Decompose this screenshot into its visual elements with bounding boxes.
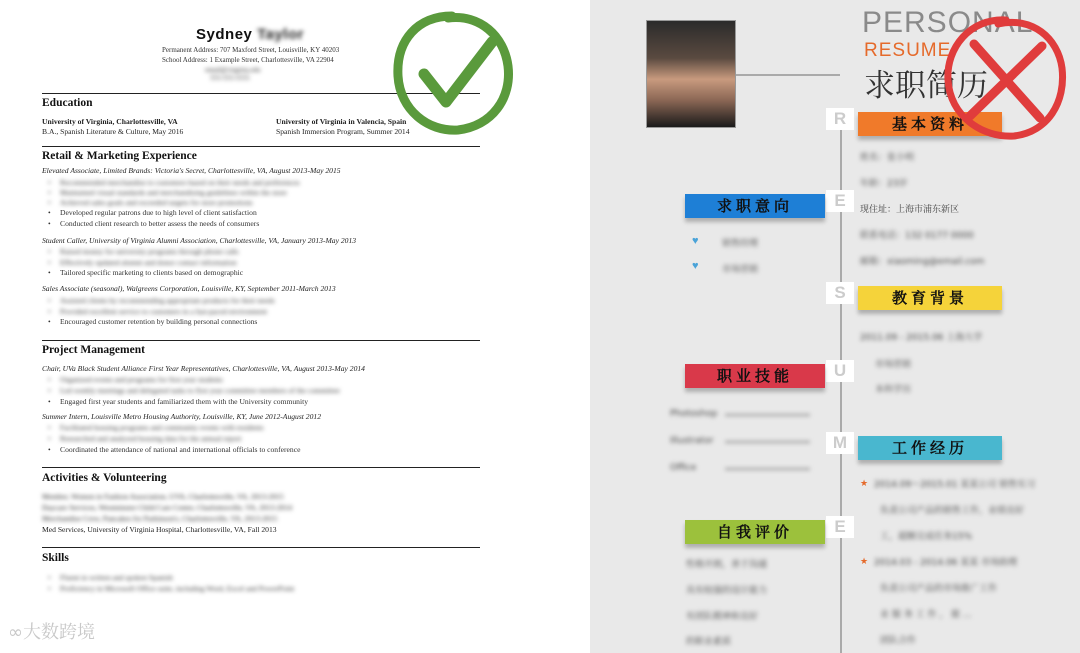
edu-line: 本科学历 — [875, 385, 912, 395]
section-heading: Retail & Marketing Experience — [42, 150, 197, 162]
bullet: • Proficiency in Microsoft Office suite, including Word, Excel and PowerPoint — [60, 584, 294, 593]
school-name: University of Virginia, Charlottesville, VA — [42, 117, 178, 126]
star-icon: ★ — [860, 556, 869, 566]
bullet: • Encouraged customer retention by building personal connections — [60, 317, 257, 326]
work-line: 2014.09～2015.01 某某公司 销售实习 — [874, 480, 1036, 490]
bullet: • Led weekly meetings and delegated tasks to first year committee members of the committee — [60, 386, 340, 395]
bullet: • Provided excellent service to customers in a fast-paced environment — [60, 307, 267, 316]
skill-line: Office — [670, 463, 697, 473]
school-name: University of Virginia in Valencia, Spain — [276, 117, 407, 126]
work-line: 负责公司产品的市场推广工作 — [880, 584, 998, 594]
intent-line: 销售经理 — [722, 239, 759, 249]
bullet: • Raised money for university programs through phone calls — [60, 247, 239, 256]
intent-line: 市场营销 — [722, 265, 759, 275]
self-line: 有团队精神和良好 — [686, 612, 759, 622]
work-line: 业 服 务 工 作 ， 能 ... — [880, 610, 972, 620]
address-line: email@virginia.edu — [205, 66, 261, 74]
star-icon: ★ — [860, 478, 869, 488]
heart-icon: ♥ — [692, 235, 699, 247]
timeline-letter: S — [826, 282, 854, 304]
bullet: • Assisted clients by recommending appropriate products for their needs — [60, 296, 275, 305]
activity-line: Member, Women in Fashion Association, UVA, Charlottesville, VA, 2013-2015 — [42, 492, 284, 501]
bullet: • Developed regular patrons due to high level of client satisfaction — [60, 208, 257, 217]
red-x-icon — [940, 14, 1070, 144]
activity-line: Daycare Services, Westminster Child Care Center, Charlottesville, VA, 2013-2014 — [42, 503, 293, 512]
green-check-icon — [388, 10, 516, 138]
resume-title: PERSONAL — [862, 6, 1034, 39]
profile-photo — [646, 20, 736, 128]
tag-job-intent: 求职意向 — [685, 194, 825, 218]
address-line: Permanent Address: 707 Maxford Street, Louisville, KY 40203 — [162, 46, 340, 54]
degree: B.A., Spanish Literature & Culture, May 2016 — [42, 127, 184, 136]
self-line: 性格开朗，善于沟通 — [686, 560, 768, 570]
basic-info-line: 联系电话：132 0177 0000 — [860, 231, 974, 241]
work-line: 负责公司产品的销售工作，业绩良好 — [880, 506, 1025, 516]
tag-education: 教育背景 — [858, 286, 1002, 310]
degree: Spanish Immersion Program, Summer 2014 — [276, 127, 410, 136]
section-heading: Activities & Volunteering — [42, 472, 167, 484]
divider — [42, 547, 480, 548]
job-title: Elevated Associate, Limited Brands: Victoria's Secret, Charlottesville, VA, August 2013-May 2015 — [42, 166, 341, 175]
tag-skills: 职业技能 — [685, 364, 825, 388]
basic-info-line: 年龄：23岁 — [860, 179, 908, 189]
connector — [736, 74, 840, 76]
bullet: • Facilitated housing programs and community events with residents — [60, 423, 264, 432]
address-line: 555-555-5555 — [210, 74, 250, 82]
skill-bar — [725, 468, 810, 470]
skill-line: Illustrator — [670, 436, 714, 446]
timeline-letter: E — [826, 516, 854, 538]
timeline-letter: M — [826, 432, 854, 454]
bullet: • Engaged first year students and familiarized them with the University community — [60, 397, 308, 406]
edu-line: 2011.09 - 2015.06 上海大学 — [860, 333, 983, 343]
activity-line: Med Services, University of Virginia Hospital, Charlottesville, VA, Fall 2013 — [42, 525, 277, 534]
section-heading: Education — [42, 97, 93, 109]
basic-info-line: 邮箱：xiaoming@email.com — [860, 257, 985, 267]
timeline-letter: U — [826, 360, 854, 382]
basic-info-line: 现住址：上海市浦东新区 — [860, 205, 960, 215]
edu-line: 市场营销 — [875, 360, 912, 370]
divider — [42, 340, 480, 341]
job-title: Student Caller, University of Virginia Alumni Association, Charlottesville, VA, January 2013-May 2013 — [42, 236, 357, 245]
job-title: Chair, UVa Black Student Alliance First Year Representatives, Charlottesville, VA, August 2013-May 2014 — [42, 364, 365, 373]
divider — [42, 146, 480, 147]
skill-line: Photoshop — [670, 409, 718, 419]
tag-work-experience: 工作经历 — [858, 436, 1002, 460]
bullet: • Recommended merchandise to customers based on their needs and preferences — [60, 178, 300, 187]
resume-name: Sydney Taylor — [196, 26, 304, 43]
job-title: Sales Associate (seasonal), Walgreens Corporation, Louisville, KY, September 2011-March 2013 — [42, 284, 336, 293]
work-line: 2014.03 - 2014.06 某某 市场助理 — [874, 558, 1018, 568]
bullet: • Organized events and programs for first year students — [60, 375, 223, 384]
basic-info-line: 姓名：张小明 — [860, 153, 915, 163]
bad-resume-example — [590, 0, 1080, 653]
skill-bar — [725, 414, 810, 416]
divider — [42, 467, 480, 468]
activity-line: Merchandise Crew, Pancakes for Parkinson's, Charlottesville, VA, 2013-2015 — [42, 514, 278, 523]
self-line: 具有较强的设计能力 — [686, 586, 768, 596]
bullet: • Maintained visual standards and merchandising guidelines within the store — [60, 188, 287, 197]
work-line: 工，超额完成任务15% — [880, 532, 973, 542]
resume-title-cn: 求职简历 — [864, 68, 988, 104]
bullet: • Coordinated the attendance of national and international officials to conference — [60, 445, 300, 454]
timeline-letter: E — [826, 190, 854, 212]
bullet: • Fluent in written and spoken Spanish — [60, 573, 173, 582]
tag-basic-info: 基本资料 — [858, 112, 1002, 136]
heart-icon: ♥ — [692, 260, 699, 272]
section-heading: Project Management — [42, 344, 145, 356]
watermark-logo: ∞大数跨境 — [8, 622, 95, 643]
bullet: • Achieved sales goals and exceeded targets for store promotions — [60, 198, 253, 207]
section-heading: Skills — [42, 552, 69, 564]
timeline-letter: R — [826, 108, 854, 130]
bullet: • Researched and analyzed housing data for the annual report — [60, 434, 241, 443]
address-line: School Address: 1 Example Street, Charlottesville, VA 22904 — [162, 56, 334, 64]
self-line: 的职业素质 — [686, 637, 732, 647]
tag-self-evaluation: 自我评价 — [685, 520, 825, 544]
bullet: • Conducted client research to better assess the needs of consumers — [60, 219, 259, 228]
bullet: • Tailored specific marketing to clients based on demographic — [60, 268, 243, 277]
resume-subtitle: RESUME — [864, 40, 952, 61]
skill-bar — [725, 441, 810, 443]
job-title: Summer Intern, Louisville Metro Housing Authority, Louisville, KY, June 2012-August 2012 — [42, 412, 321, 421]
work-line: 团队合作 — [880, 636, 917, 646]
bullet: • Effectively updated alumni and donor contact information — [60, 258, 237, 267]
good-resume-example — [0, 0, 495, 653]
